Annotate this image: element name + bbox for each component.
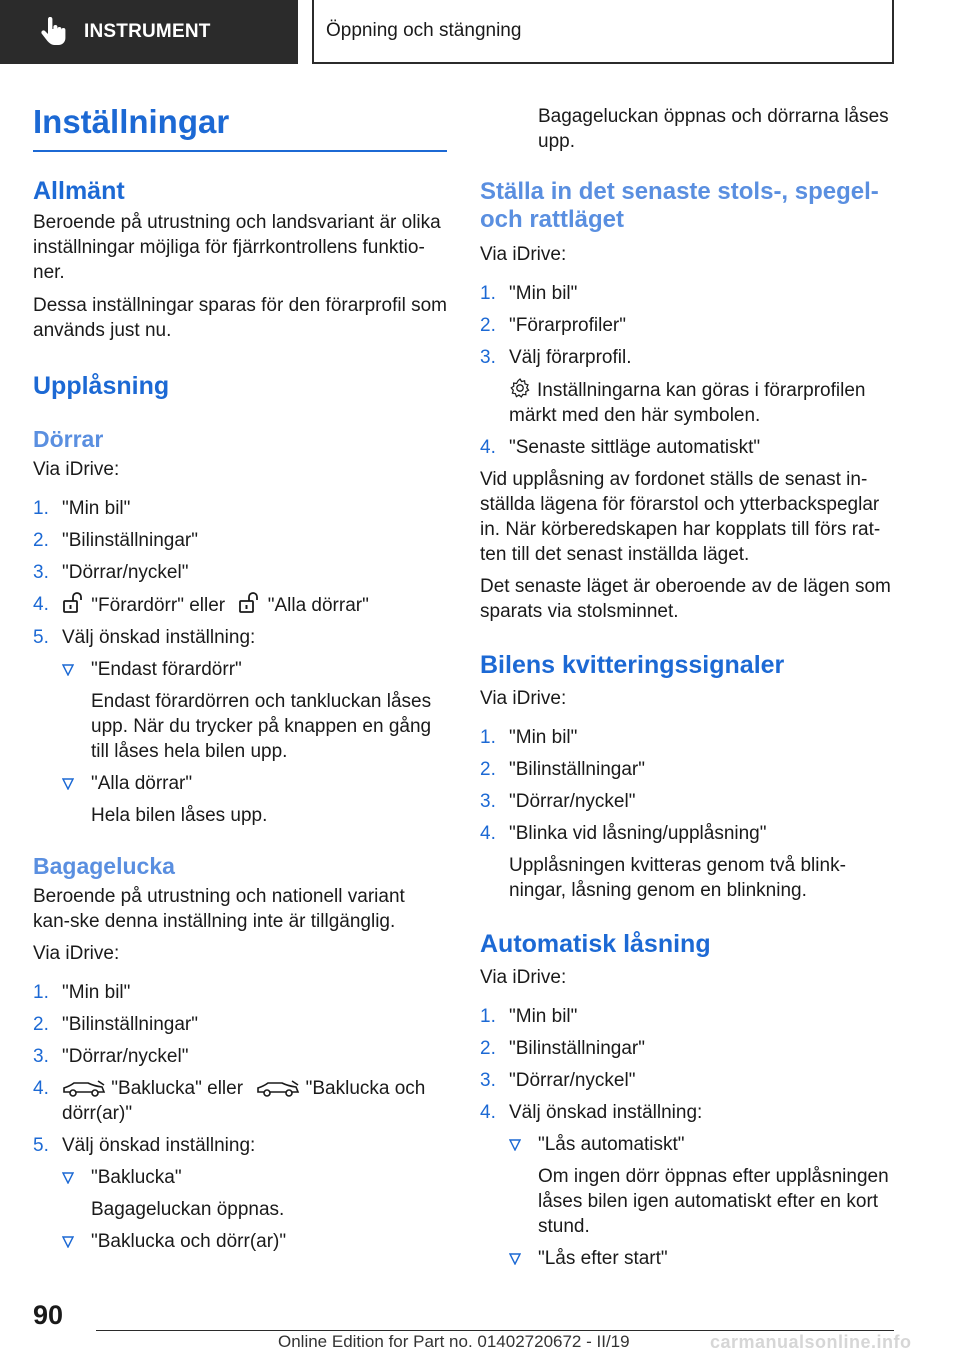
- step-text: "Förardörr" eller: [91, 595, 226, 616]
- option-label: "Lås automatiskt": [538, 1134, 685, 1155]
- watermark: carmanualsonline.info: [710, 1332, 912, 1352]
- list-item: [480, 1068, 895, 1093]
- step-text: "Min bil": [509, 727, 578, 748]
- step-text: "Min bil": [62, 498, 131, 519]
- step-number: 3.: [480, 347, 496, 368]
- chapter-label: Öppning och stängning: [326, 20, 522, 41]
- step-text: "Dörrar/nyckel": [62, 1046, 189, 1067]
- step-number: 2.: [480, 1038, 496, 1059]
- via-idrive: Via iDrive:: [480, 688, 567, 709]
- list-item: [33, 1012, 447, 1037]
- options-automatisk: [509, 1132, 895, 1271]
- steps-kvittering: [480, 725, 895, 903]
- step-number: 4.: [480, 437, 496, 458]
- step-text: "Bilinställningar": [509, 759, 645, 780]
- step-number: 2.: [33, 530, 49, 551]
- option-label: "Endast förardörr": [91, 659, 242, 680]
- list-item: [62, 771, 447, 828]
- list-item: [509, 1132, 895, 1239]
- option-label: "Alla dörrar": [91, 773, 193, 794]
- list-item: [480, 1004, 895, 1029]
- step-text: "Bilinställningar": [509, 1038, 645, 1059]
- step-number: 5.: [33, 1135, 49, 1156]
- list-item: [480, 345, 895, 428]
- step-text: Välj önskad inställning:: [509, 1102, 703, 1123]
- step-number: 1.: [33, 498, 49, 519]
- step-number: 2.: [33, 1014, 49, 1035]
- open-lock-icon: [62, 592, 86, 614]
- heading-stols: Ställa in det senaste stols-, spegel- och rattläget: [480, 178, 879, 233]
- option-label: "Baklucka": [91, 1167, 182, 1188]
- options-bagagelucka: [62, 1165, 447, 1254]
- triangle-bullet-icon: [509, 1139, 521, 1151]
- options-dorrar: [62, 657, 447, 828]
- step-number: 1.: [480, 283, 496, 304]
- triangle-bullet-icon: [62, 664, 74, 676]
- step-number: 4.: [33, 594, 49, 615]
- hand-pointer-icon: [40, 17, 68, 47]
- step-text: "Bilinställningar": [62, 530, 198, 551]
- steps-stols: [480, 281, 895, 460]
- step-number: 3.: [33, 1046, 49, 1067]
- step-number: 3.: [33, 562, 49, 583]
- page-number: 90: [33, 1300, 64, 1330]
- option-desc: Om ingen dörr öppnas efter upplåsningen låses bilen igen automatiskt efter en kort stund.: [538, 1166, 889, 1237]
- steps-dorrar: [33, 496, 447, 650]
- paragraph: Det senaste läget är oberoende av de lägen som sparats via stolsminnet.: [480, 576, 891, 622]
- list-item: [33, 528, 447, 553]
- list-item: [480, 313, 895, 338]
- via-idrive: Via iDrive:: [33, 943, 120, 964]
- heading-allmant: Allmänt: [33, 177, 125, 205]
- step-number: 4.: [33, 1078, 49, 1099]
- steps-bagagelucka: [33, 980, 447, 1158]
- list-item: [33, 1044, 447, 1069]
- step-text: "Dörrar/nyckel": [509, 791, 636, 812]
- step-desc: Upplåsningen kvitteras genom två blink-ningar, låsning genom en blinkning.: [509, 855, 846, 901]
- step-number: 1.: [480, 1006, 496, 1027]
- list-item: [33, 1076, 447, 1126]
- step-text: "Dörrar/nyckel": [62, 562, 189, 583]
- triangle-bullet-icon: [62, 1172, 74, 1184]
- option-label: "Baklucka och dörr(ar)": [91, 1231, 287, 1252]
- step-number: 1.: [480, 727, 496, 748]
- triangle-bullet-icon: [62, 778, 74, 790]
- heading-bagagelucka: Bagagelucka: [33, 853, 175, 879]
- via-idrive: Via iDrive:: [480, 967, 567, 988]
- paragraph: Beroende på utrustning och landsvariant är olika inställningar möjliga för fjärrkontrollens funktio-ner.: [33, 212, 441, 283]
- triangle-bullet-icon: [509, 1253, 521, 1265]
- heading-upplasning: Upplåsning: [33, 372, 170, 400]
- section-label: INSTRUMENT: [84, 21, 211, 42]
- paragraph: Vid upplåsning av fordonet ställs de senast in-ställda lägena för förarstol och ytterbackspeglar in. När körberedskapen har kopplats till förs rat-ten till det senast inställda läget.: [480, 469, 881, 565]
- list-item: [480, 757, 895, 782]
- step-text: Välj önskad inställning:: [62, 627, 256, 648]
- list-item: [480, 1036, 895, 1061]
- step-number: 2.: [480, 315, 496, 336]
- step-text: "Bilinställningar": [62, 1014, 198, 1035]
- step-number: 3.: [480, 1070, 496, 1091]
- step-text: "Min bil": [509, 283, 578, 304]
- list-item: [33, 980, 447, 1005]
- list-item: [33, 1133, 447, 1158]
- step-number: 2.: [480, 759, 496, 780]
- step-number: 5.: [33, 627, 49, 648]
- list-item: [480, 725, 895, 750]
- list-item: [480, 281, 895, 306]
- step-text: "Min bil": [509, 1006, 578, 1027]
- open-lock-icon: [238, 592, 262, 614]
- list-item: [33, 496, 447, 521]
- heading-dorrar: Dörrar: [33, 426, 104, 452]
- option-desc: Endast förardörren och tankluckan låses upp. När du trycker på knappen en gång till låses hela bilen upp.: [91, 691, 432, 762]
- step-number: 4.: [480, 823, 496, 844]
- via-idrive: Via iDrive:: [480, 244, 567, 265]
- option-label: "Lås efter start": [538, 1248, 668, 1269]
- right-column: [480, 104, 895, 1271]
- list-item: [480, 435, 895, 460]
- step-text: "Dörrar/nyckel": [509, 1070, 636, 1091]
- list-item: [62, 1165, 447, 1222]
- footer-divider: [96, 1330, 894, 1331]
- left-column: [33, 100, 447, 1254]
- via-idrive: Via iDrive:: [33, 459, 120, 480]
- footer-edition: Online Edition for Part no. 01402720672 - II/19: [278, 1332, 630, 1351]
- list-item: [480, 1100, 895, 1125]
- step-number: 3.: [480, 791, 496, 812]
- step-number: 1.: [33, 982, 49, 1003]
- list-item: [33, 625, 447, 650]
- option-desc: Bagageluckan öppnas.: [91, 1199, 285, 1220]
- triangle-bullet-icon: [62, 1236, 74, 1248]
- steps-automatisk: [480, 1004, 895, 1125]
- list-item: [480, 789, 895, 814]
- step-text: "Senaste sittläge automatiskt": [509, 437, 761, 458]
- car-trunk-icon: [62, 1079, 106, 1097]
- gear-icon: [509, 377, 531, 399]
- step-text: Välj förarprofil.: [509, 347, 632, 368]
- paragraph: Beroende på utrustning och nationell variant kan-ske denna inställning inte är tillgänglig.: [33, 886, 405, 932]
- car-trunk-icon: [256, 1079, 300, 1097]
- list-item: [480, 821, 895, 903]
- page-title: Inställningar: [33, 100, 447, 152]
- step-number: 4.: [480, 1102, 496, 1123]
- paragraph-continued: Bagageluckan öppnas och dörrarna låses upp.: [538, 106, 889, 152]
- step-text: "Förarprofiler": [509, 315, 626, 336]
- paragraph: Dessa inställningar sparas för den förarprofil som används just nu.: [33, 295, 447, 341]
- section-tab: [0, 0, 298, 64]
- heading-automatisk: Automatisk låsning: [480, 930, 711, 958]
- list-item: [62, 657, 447, 764]
- list-item: [509, 1246, 895, 1271]
- step-text: "Baklucka" eller: [111, 1078, 244, 1099]
- heading-kvittering: Bilens kvitteringssignaler: [480, 651, 785, 679]
- chapter-tab: [312, 0, 894, 64]
- step-text: "Blinka vid låsning/upplåsning": [509, 823, 767, 844]
- list-item: [33, 592, 447, 618]
- list-item: [33, 560, 447, 585]
- note-text: Inställningarna kan göras i förarprofilen märkt med den här symbolen.: [509, 380, 866, 426]
- list-item: [62, 1229, 447, 1254]
- option-desc: Hela bilen låses upp.: [91, 805, 268, 826]
- note: [509, 377, 895, 428]
- step-text: "Alla dörrar": [267, 595, 369, 616]
- step-text: Välj önskad inställning:: [62, 1135, 256, 1156]
- step-text: "Min bil": [62, 982, 131, 1003]
- step-text: "Baklucka och dörr(ar)": [62, 1078, 426, 1124]
